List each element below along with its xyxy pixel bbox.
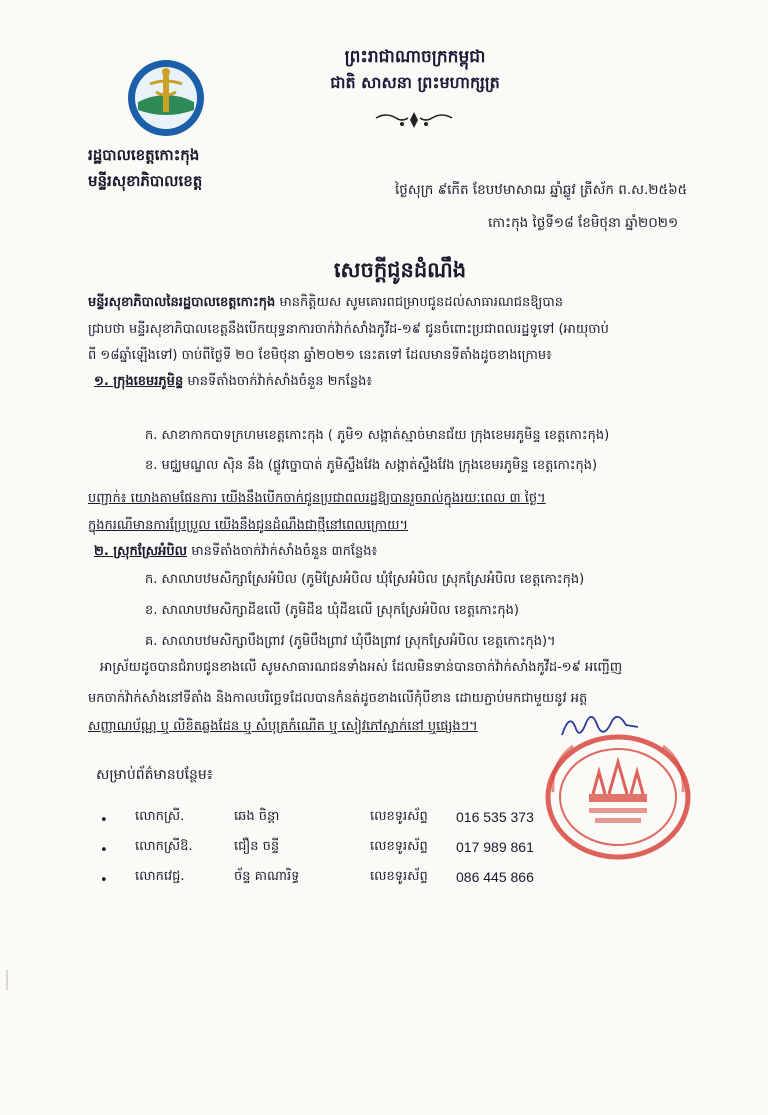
intro-line1-rest: មានកិត្តិយស សូមគោរពជម្រាបជូនដល់សាធារណជនឱ្យបាន	[275, 295, 563, 310]
contact-bullet-1: •	[100, 813, 108, 828]
contact-phone-3: 086 445 866	[456, 869, 534, 885]
section-2-item-c: គ. សាលាបឋមសិក្សាបឹងព្រាវ (ភូមិបឹងព្រាវ ឃុំបឹងព្រាវ ស្រុកស្រែអំបិល ខេត្តកោះកុង)។	[145, 634, 556, 649]
section-2-heading-line	[94, 542, 377, 562]
contact-phone-2: 017 989 861	[456, 839, 534, 855]
contact-title-3: លោកវេជ្ជ.	[135, 869, 185, 884]
closing-line-1: អាស្រ័យដូចបានជំរាបជូនខាងលើ សូមសាធារណជនទាំងអស់ ដែលមិនទាន់បានចាក់វ៉ាក់សាំងកូវីដ-១៩ អញ្ជើញ	[100, 660, 623, 675]
section-1-note-2: ក្នុងករណីមានការប្រែប្រួល យើងនឹងជូនដំណឹងជាថ្មីនៅពេលក្រោយ។	[88, 518, 409, 533]
closing-line-3: សញ្ញាណប័ណ្ណ ឬ លិខិតឆ្លងដែន ឬ សំបុត្រកំណើត ឬ សៀវភៅស្នាក់នៅ ឬផ្សេងៗ។	[88, 719, 478, 734]
provincial-health-department: មន្ទីរសុខាភិបាលខេត្ត	[88, 172, 203, 190]
contacts-heading: សម្រាប់ព័ត៌មានបន្ថែម៖	[96, 767, 213, 783]
contact-phone-label-3: លេខទូរស័ព្ទ	[370, 869, 428, 884]
contact-name-3: ច័ន្ទ គាណារិទ្ធ	[234, 869, 300, 884]
section-1-heading-line	[94, 372, 372, 392]
section-2-item-b: ខ. សាលាបឋមសិក្សាដីឧលើ (ភូមិដីឧ ឃុំដីឧលើ ស្រុកស្រែអំបិល ខេត្តកោះកុង)	[145, 603, 519, 618]
kingdom-heading: ព្រះរាជាណាចក្រកម្ពុជា	[344, 47, 486, 67]
lunar-date: ថ្ងៃសុក្រ ៩កើត ខែបឋមាសាឍ ឆ្នាំឆ្លូវ ត្រីស័ក ព.ស.២៥៦៥	[395, 182, 688, 198]
section-1-item-a: ក. សាខាកាកបាទក្រហមខេត្តកោះកុង ( ភូមិ១ សង្កាត់ស្មាច់មានជ័យ ក្រុងខេមរភូមិន្ទ ខេត្តកោះកុង)	[145, 428, 610, 443]
contact-title-2: លោកស្រីឱ.	[135, 839, 193, 854]
national-motto: ជាតិ សាសនា ព្រះមហាក្សត្រ	[330, 73, 500, 92]
contact-phone-label-2: លេខទូរស័ព្ទ	[370, 839, 428, 854]
intro-line-1	[88, 293, 698, 313]
contact-title-1: លោកស្រី.	[135, 809, 185, 824]
intro-line-3: ពី ១៨ឆ្នាំឡើងទៅ) ចាប់ពីថ្ងៃទី ២០ ខែមិថុនា ឆ្នាំ២០២១ នេះតទៅ ដែលមានទីតាំងដូចខាងក្រោម៖	[88, 348, 552, 363]
intro-line-2: ជ្រាបថា មន្ទីរសុខាភិបាលខេត្តនឹងបើកយុទ្ធនាការចាក់វ៉ាក់សាំងកូវីដ-១៩ ជូនចំពោះប្រជាពលរដ្ឋទូទៅ (អាយុចាប់	[88, 322, 609, 337]
scan-edge-mark	[6, 970, 8, 990]
solar-date: កោះកុង ថ្ងៃទី១៨ ខែមិថុនា ឆ្នាំ២០២១	[488, 215, 679, 231]
contact-bullet-3: •	[100, 873, 108, 888]
official-stamp	[543, 732, 693, 866]
provincial-health-logo	[126, 58, 206, 142]
section-1-heading: ១. ក្រុងខេមរភូមិន្ទ	[94, 374, 184, 389]
document-title: សេចក្តីជូនដំណឹង	[333, 258, 467, 282]
contact-phone-label-1: លេខទូរស័ព្ទ	[370, 809, 428, 824]
section-1-heading-rest: មានទីតាំងចាក់វ៉ាក់សាំងចំនួន ២កន្លែង៖	[183, 374, 373, 389]
section-2-item-a: ក. សាលាបឋមសិក្សាស្រែអំបិល (ភូមិស្រែអំបិល ឃុំស្រែអំបិល ស្រុកស្រែអំបិល ខេត្តកោះកុង)	[145, 572, 585, 587]
contact-name-1: ឆេង ចិន្តា	[234, 809, 280, 824]
provincial-administration: រដ្ឋបាលខេត្តកោះកុង	[88, 146, 200, 164]
section-2-heading: ២. ស្រុកស្រែអំបិល	[94, 544, 188, 559]
closing-line-2: មកចាក់វ៉ាក់សាំងនៅទីតាំង និងកាលបរិច្ឆេទដែលបានកំនត់ដូចខាងលើកុំបីខាន ដោយភ្ជាប់មកជាមួយនូវ អត្ត	[88, 691, 588, 706]
contact-name-2: ជឿន ចន្ទី	[234, 839, 280, 854]
section-1-item-b: ខ. មជ្ឈមណ្ឌល ស៊ិន នឹង (ផ្លូវច្នោបាត់ ភូមិស្ទឹងវែង សង្កាត់ស្ទឹងវែង ក្រុងខេមរភូមិន្ទ ខេត្តកោះកុង)	[145, 458, 598, 473]
contact-bullet-2: •	[100, 843, 108, 858]
ornament-divider	[372, 110, 456, 136]
intro-org: មន្ទីរសុខាភិបាលនៃរដ្ឋបាលខេត្តកោះកុង	[88, 295, 276, 310]
section-1-note-1: បញ្ជាក់៖ យោងតាមផែនការ យើងនឹងបើកចាក់ជូនប្រជាពលរដ្ឋឱ្យបានរួចរាល់ក្នុងរយៈពេល ៣ ថ្ងៃ។	[88, 491, 546, 506]
section-2-heading-rest: មានទីតាំងចាក់វ៉ាក់សាំងចំនួន ៣កន្លែង៖	[187, 544, 378, 559]
contact-phone-1: 016 535 373	[456, 809, 534, 825]
